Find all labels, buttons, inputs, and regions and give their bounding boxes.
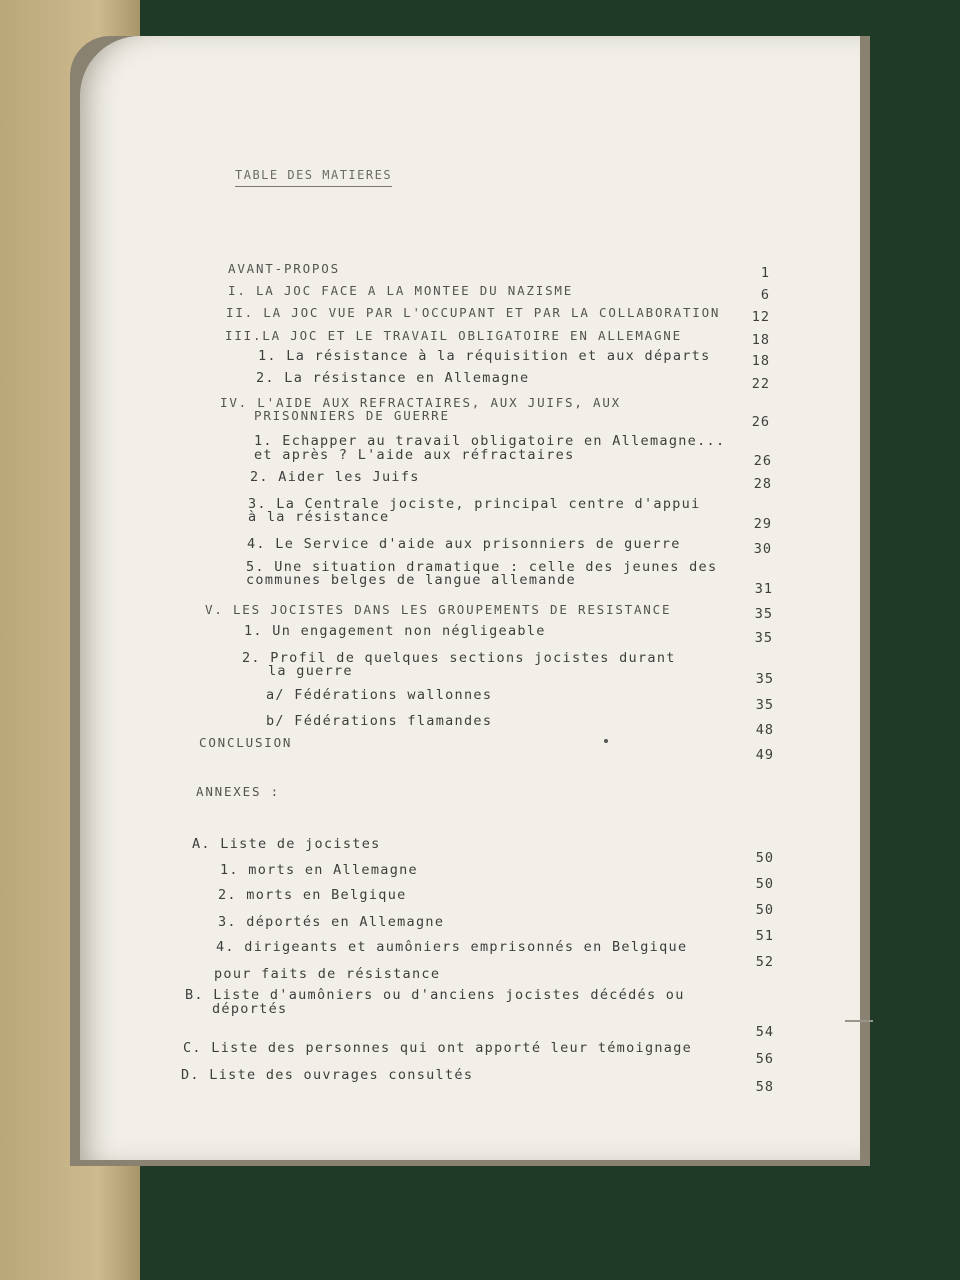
- toc-entry-text: 3. La Centrale jociste, principal centre d'appui: [248, 496, 701, 512]
- toc-entry-text: la guerre: [268, 663, 353, 679]
- toc-page-number: 28: [753, 476, 772, 492]
- toc-page-number: 35: [755, 671, 774, 687]
- toc-page-number: 26: [751, 414, 770, 430]
- toc-entry-text: communes belges de langue allemande: [246, 572, 576, 588]
- toc-page-number: 48: [755, 722, 774, 738]
- toc-entry-text: 3. déportés en Allemagne: [218, 914, 445, 930]
- toc-entry-text: pour faits de résistance: [214, 966, 441, 982]
- toc-entry-text: III.LA JOC ET LE TRAVAIL OBLIGATOIRE EN ALLEMAGNE: [225, 328, 682, 343]
- toc-page-number: 12: [751, 309, 770, 325]
- toc-page-number: 49: [755, 747, 774, 763]
- toc-page-number: 18: [751, 353, 770, 369]
- toc-page-number: 56: [755, 1051, 774, 1067]
- toc-entry-text: II. LA JOC VUE PAR L'OCCUPANT ET PAR LA COLLABORATION: [226, 305, 721, 320]
- toc-page-number: 52: [755, 954, 774, 970]
- toc-page-number: 50: [755, 876, 774, 892]
- toc-entry-text: 4. dirigeants et aumôniers emprisonnés en Belgique: [216, 939, 688, 955]
- toc-entry-text: PRISONNIERS DE GUERRE: [254, 408, 450, 423]
- toc-page-number: 35: [754, 630, 773, 646]
- page-title: TABLE DES MATIERES: [235, 168, 392, 187]
- toc-page-number: 31: [754, 581, 773, 597]
- toc-entry-text: déportés: [212, 1001, 288, 1017]
- toc-page-number: 54: [755, 1024, 774, 1040]
- toc-entry-text: à la résistance: [248, 509, 390, 525]
- toc-page-number: 1: [760, 265, 770, 281]
- toc-entry-text: B. Liste d'aumôniers ou d'anciens jocistes décédés ou: [185, 987, 685, 1003]
- toc-entry-text: AVANT-PROPOS: [228, 261, 340, 276]
- toc-page-number: 58: [755, 1079, 774, 1095]
- toc-entry-text: IV. L'AIDE AUX REFRACTAIRES, AUX JUIFS, AUX: [220, 395, 622, 410]
- toc-page-number: 50: [755, 850, 774, 866]
- toc-page-number: 29: [753, 516, 772, 532]
- toc-page-number: 26: [753, 453, 772, 469]
- toc-entry-text: CONCLUSION: [199, 735, 293, 750]
- toc-page-number: 18: [751, 332, 770, 348]
- toc-entry-text: b/ Fédérations flamandes: [266, 713, 493, 729]
- toc-page-number: 50: [755, 902, 774, 918]
- toc-entry-text: V. LES JOCISTES DANS LES GROUPEMENTS DE RESISTANCE: [205, 602, 672, 617]
- toc-entry-text: 2. morts en Belgique: [218, 887, 407, 903]
- toc-entry-text: 1. Echapper au travail obligatoire en Allemagne...: [254, 433, 726, 449]
- toc-entry-text: 2. Profil de quelques sections jocistes durant: [242, 650, 676, 666]
- toc-entry-text: a/ Fédérations wallonnes: [266, 687, 493, 703]
- toc-entry-text: A. Liste de jocistes: [192, 836, 381, 852]
- toc-page-number: 35: [755, 697, 774, 713]
- toc-page-number: 22: [751, 376, 770, 392]
- toc-entry-text: 1. La résistance à la réquisition et aux départs: [258, 348, 711, 364]
- toc-page-number: 51: [755, 928, 774, 944]
- toc-entry-text: 4. Le Service d'aide aux prisonniers de guerre: [247, 536, 681, 552]
- toc-entry-text: et après ? L'aide aux réfractaires: [254, 447, 575, 463]
- toc-entry-text: D. Liste des ouvrages consultés: [181, 1067, 474, 1083]
- toc-entry-text: 2. La résistance en Allemagne: [256, 370, 530, 386]
- toc-entry-text: I. LA JOC FACE A LA MONTEE DU NAZISME: [228, 283, 574, 298]
- toc-page-number: 35: [754, 606, 773, 622]
- toc-entry-text: 1. Un engagement non négligeable: [244, 623, 546, 639]
- ink-speck: [604, 739, 608, 743]
- toc-page-number: 6: [760, 287, 770, 303]
- toc-entry-text: ANNEXES :: [196, 784, 280, 799]
- toc-page-number: 30: [753, 541, 772, 557]
- toc-entry-text: 5. Une situation dramatique : celle des jeunes des: [246, 559, 718, 575]
- toc-entry-text: 2. Aider les Juifs: [250, 469, 420, 485]
- toc-entry-text: C. Liste des personnes qui ont apporté leur témoignage: [183, 1040, 693, 1056]
- paper-mark: [845, 1020, 873, 1022]
- toc-entry-text: 1. morts en Allemagne: [220, 862, 418, 878]
